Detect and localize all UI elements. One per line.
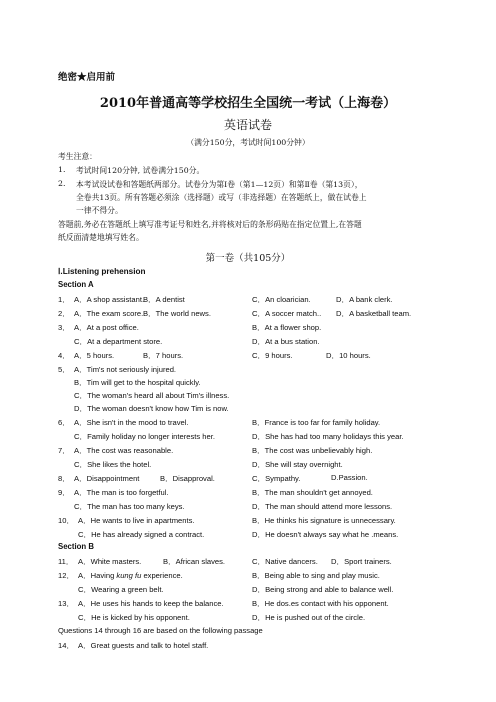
option-5-a: A．Tim's not seriously injured.: [74, 365, 177, 374]
option-1-c: C．An cloarician.: [252, 295, 311, 304]
option-6-b: B．France is too far for family holiday.: [252, 418, 381, 427]
note-2-number: 2.: [58, 179, 66, 188]
option-4-d: D．10 hours.: [326, 351, 371, 360]
question-10: 10．: [58, 516, 75, 525]
option-11-a: A．White masters.: [78, 557, 142, 566]
option-5-d: D．The woman doesn't know how Tim is now.: [74, 404, 229, 413]
exam-subject: 英语试卷: [223, 118, 272, 132]
section-heading: Ⅰ.Listening prehension: [58, 267, 146, 276]
option-3-d: D．At a bus station.: [252, 337, 320, 346]
question-12: 12．: [58, 571, 75, 580]
option-5-b: B．Tim will get to the hospital quickly.: [74, 378, 201, 387]
option-11-b: B．African slaves.: [163, 557, 226, 566]
option-3-a: A．At a post office.: [74, 323, 139, 332]
option-9-c: C．The man has too many keys.: [74, 502, 185, 511]
option-1-a: A．A shop assistant..: [74, 295, 147, 304]
section-a-label: Section A: [58, 280, 94, 289]
option-8-b: B．Disapproval.: [160, 474, 215, 483]
exam-meta: （满分150分，考试时间100分钟）: [186, 138, 310, 147]
option-11-d: D．Sport trainers.: [331, 557, 392, 566]
option-12-b: B．Being able to sing and play music.: [252, 571, 380, 580]
option-14-a: A．Great guests and talk to hotel staff.: [78, 641, 209, 650]
question-7: 7．: [58, 446, 70, 455]
option-13-d: D．He is pushed out of the circle.: [252, 613, 366, 622]
question-8: 8．: [58, 474, 70, 483]
option-3-b: B．At a flower shop.: [252, 323, 322, 332]
part-1-title: 第一卷（共105分）: [205, 253, 291, 264]
option-8-d: D.Passion.: [331, 473, 368, 482]
option-1-b: B．A dentist: [143, 295, 185, 304]
question-5: 5．: [58, 365, 70, 374]
option-2-b: B．The world news.: [143, 309, 211, 318]
note-1-text: 考试时间120分钟, 试卷满分150分。: [76, 166, 205, 175]
question-9: 9．: [58, 488, 70, 497]
option-3-c: C．At a department store.: [74, 337, 163, 346]
option-1-d: D．A bank clerk.: [336, 295, 393, 304]
option-8-c: C．Sympathy.: [252, 474, 301, 483]
option-9-d: D．The man should attend more lessons.: [252, 502, 393, 511]
option-8-a: A．Disappointment: [74, 474, 140, 483]
note-2-line-2: 全卷共13页。所有答题必须涂（选择题）或写（非选择题）在答题纸上，做在试卷上: [76, 193, 367, 202]
option-2-a: A．The exam score..: [74, 309, 146, 318]
option-10-d: D．He doesn't always say what he .means.: [252, 530, 399, 539]
option-13-a: A．He uses his hands to keep the balance.: [78, 599, 224, 608]
question-2: 2．: [58, 309, 70, 318]
section-b-label: Section B: [58, 542, 94, 551]
notes-heading: 考生注意：: [58, 152, 97, 161]
option-12-a: A．Having kung fu experience.: [78, 571, 183, 580]
option-10-a: A．He wants to live in apartments.: [78, 516, 195, 525]
question-6: 6．: [58, 418, 70, 427]
option-13-b: B．He dos.es contact with his opponent.: [252, 599, 389, 608]
option-6-a: A．She isn't in the mood to travel.: [74, 418, 189, 427]
option-13-c: C．He is kicked by his opponent.: [78, 613, 190, 622]
option-4-a: A．5 hours.: [74, 351, 115, 360]
option-7-a: A．The cost was reasonable.: [74, 446, 174, 455]
question-14: 14．: [58, 641, 75, 650]
option-10-c: C．He has already signed a contract.: [78, 530, 205, 539]
option-7-b: B．The cost was unbelievably high.: [252, 446, 373, 455]
option-7-d: D．She will stay overnight.: [252, 460, 343, 469]
option-10-b: B．He thinks his signature is unnecessary.: [252, 516, 396, 525]
question-11: 11．: [58, 557, 74, 566]
confidential-mark: 绝密★启用前: [58, 72, 116, 83]
question-4: 4．: [58, 351, 70, 360]
option-7-c: C．She likes the hotel.: [74, 460, 152, 469]
option-12-d: D．Being strong and able to balance well.: [252, 585, 394, 594]
option-5-c: C．The woman's heard all about Tim's illness.: [74, 391, 230, 400]
note-1-number: 1.: [58, 165, 66, 174]
option-6-c: C．Family holiday no longer interests her.: [74, 432, 215, 441]
question-1: 1．: [58, 295, 70, 304]
option-4-c: C．9 hours.: [252, 351, 293, 360]
note-2-line-1: 本考试设试卷和答题纸两部分。试卷分为第Ⅰ卷（第1—12页）和第Ⅱ卷（第13页），: [76, 180, 363, 189]
option-9-b: B．The man shouldn't get annoyed.: [252, 488, 373, 497]
option-9-a: A．The man is too forgetful.: [74, 488, 169, 497]
option-6-d: D．She has had too many holidays this year.: [252, 432, 404, 441]
exam-title: 2010年普通高等学校招生全国统一考试（上海卷）: [99, 96, 397, 111]
option-12-c: C．Wearing a green belt.: [78, 585, 164, 594]
note-2-line-3: 一律不得分。: [76, 206, 123, 215]
instruction-line-1: 答题前,务必在答题纸上填写准考证号和姓名,并将核对后的条形码贴在指定位置上,在答题: [58, 220, 362, 229]
option-2-c: C．A soccer match..: [252, 309, 322, 318]
passage-note: Questions 14 through 16 are based on the following passage: [58, 626, 263, 635]
question-13: 13．: [58, 599, 75, 608]
instruction-line-2: 纸反面清楚地填写姓名。: [58, 233, 144, 242]
option-11-c: C．Native dancers.: [252, 557, 318, 566]
question-3: 3．: [58, 323, 70, 332]
option-4-b: B．7 hours.: [143, 351, 184, 360]
option-2-d: D．A basketball team.: [336, 309, 412, 318]
